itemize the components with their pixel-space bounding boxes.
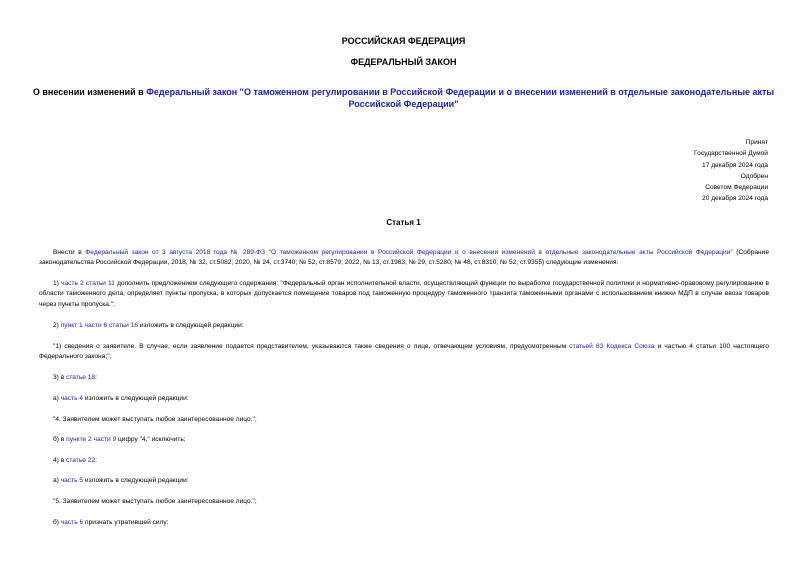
acceptance-line: Одобрен — [740, 172, 768, 180]
clause-2-part-9-link[interactable]: пункте 2 части 9 — [66, 436, 117, 443]
part-6-link[interactable]: часть 6 — [60, 519, 84, 526]
paragraph-text: Внести в — [53, 249, 86, 256]
part-5-link[interactable]: часть 5 — [60, 477, 84, 484]
amended-law-link[interactable]: Федеральный закон "О таможенном регулировании в Российской Федерации и о внесении изменений в отдельные законодательные акты Российской Федерации" — [146, 87, 775, 109]
paragraph-text: цифру "4," исключить; — [116, 436, 186, 443]
paragraph-text: б) — [53, 519, 61, 526]
paragraph-text: изложить в следующей редакции: — [83, 395, 189, 402]
law-title — [30, 86, 777, 110]
part-4-link[interactable]: часть 4 — [60, 395, 84, 402]
article-11-link[interactable]: часть 2 статьи 11 — [61, 280, 115, 287]
document-type-heading: ФЕДЕРАЛЬНЫЙ ЗАКОН — [350, 57, 457, 67]
country-heading: РОССИЙСКАЯ ФЕДЕРАЦИЯ — [341, 36, 466, 46]
item-2-text-paragraph — [39, 342, 769, 363]
acceptance-line: Советом Федерации — [705, 184, 768, 192]
paragraph-text: 3) в — [53, 374, 67, 381]
paragraph-text: 2) — [53, 322, 61, 329]
item-1-paragraph — [39, 279, 769, 310]
paragraph-text: : — [95, 374, 97, 381]
paragraph-text: изложить в следующей редакции: — [138, 322, 244, 329]
acceptance-line: 20 декабря 2024 года — [702, 195, 768, 203]
item-4b-paragraph — [39, 518, 769, 528]
paragraph-text: : — [95, 457, 97, 464]
article-22-link[interactable]: статье 22 — [66, 457, 96, 464]
article-16-link[interactable]: пункт 1 части 6 статьи 16 — [60, 322, 139, 329]
item-4a-paragraph — [39, 476, 769, 486]
federal-law-link[interactable]: Федеральный закон от 3 августа 2018 года № 289-ФЗ "О таможенном регулировании в Российской Федерации и о внесении изменений в отдельные законодательные акты Российской Федерации" — [85, 249, 733, 256]
acceptance-line: Государственной Думой — [694, 150, 768, 158]
acceptance-line: 17 декабря 2024 года — [702, 161, 768, 169]
item-4-paragraph — [39, 456, 769, 466]
item-3b-paragraph — [39, 435, 769, 445]
intro-paragraph — [39, 248, 769, 269]
item-3a-paragraph — [39, 394, 769, 404]
article-heading: Статья 1 — [386, 218, 421, 227]
acceptance-line: Принят — [745, 139, 768, 146]
paragraph-text: признать утратившей силу; — [83, 519, 169, 526]
union-code-article-83-link[interactable]: статьей 83 Кодекса Союза — [569, 343, 655, 350]
paragraph-text: "1) сведения о заявителе. В случае, если заявление подается представителем, указываются также сведения о лице, отвечающем условиям, предусмотренным — [53, 343, 570, 350]
item-2-paragraph — [39, 321, 769, 331]
paragraph-text: изложить в следующей редакции: — [83, 477, 189, 484]
article-18-link[interactable]: статье 18 — [66, 374, 96, 381]
law-title-prefix: О внесении изменений в — [32, 87, 147, 97]
paragraph-text: а) — [53, 395, 61, 402]
paragraph-text: и частью 4 статьи 100 настоящего Федерального закона;"; — [39, 343, 769, 361]
item-3a-text-paragraph: "4. Заявителем может выступать любое заинтересованное лицо."; — [53, 416, 257, 423]
paragraph-text: 4) в — [53, 457, 67, 464]
item-3-paragraph — [39, 373, 769, 383]
paragraph-text: дополнить предложением следующего содержания: "Федеральный орган исполнительной власти, осуществляющий функции по выработке государственной политики и нормативно-правовому регулированию в области таможенного дела, определяет пункты пропуска, в которых допускается помещение товаров под таможенную процедуру таможенного транзита таможенными органами с использованием книжки МДП в случае ввоза товаров через пункты пропуска."; — [39, 280, 769, 308]
paragraph-text: (Собрание законодательства Российской Федерации, 2018, № 32, ст.5082; 2020, № 24, ст.3740; № 52, ст.8579; 2022, № 13, ст.1963; № 29, ст.5280; № 48, ст.8310; № 52, ст.9355) следующие изменения: — [39, 249, 770, 267]
item-4a-text-paragraph: "5. Заявителем может выступать любое заинтересованное лицо."; — [53, 498, 257, 505]
acceptance-block — [694, 137, 768, 205]
paragraph-text: 1) — [53, 280, 62, 287]
paragraph-text: б) в — [53, 436, 67, 443]
paragraph-text: а) — [53, 477, 61, 484]
